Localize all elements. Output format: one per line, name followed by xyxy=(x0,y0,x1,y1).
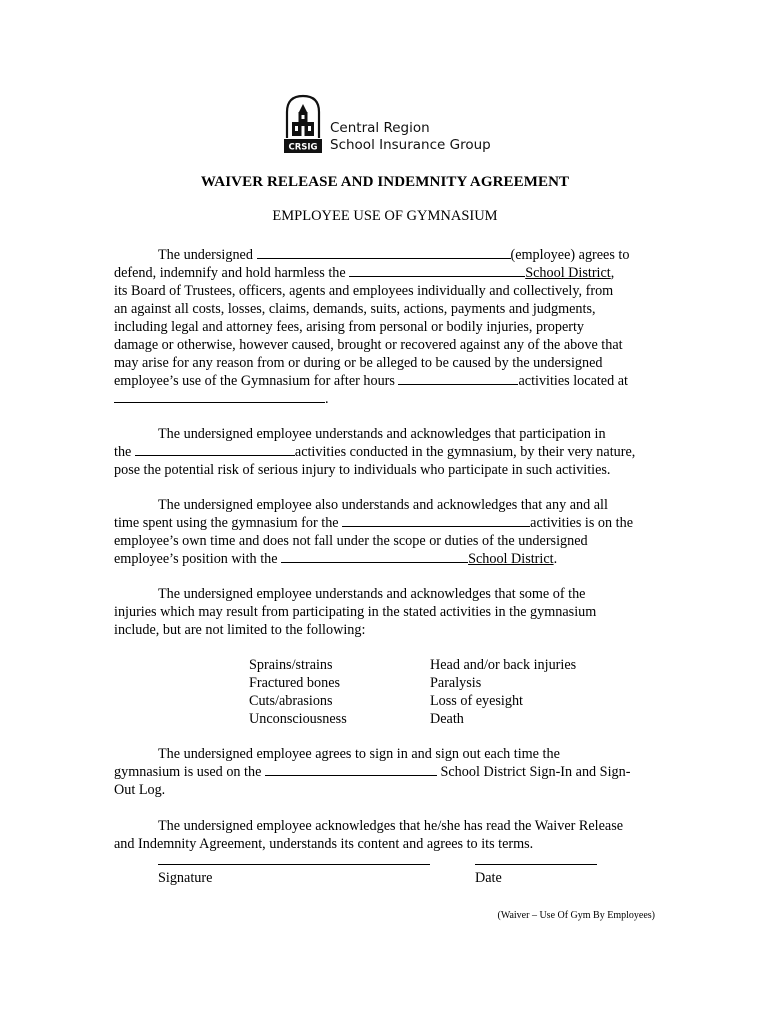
position-district-field[interactable] xyxy=(281,550,468,563)
p1-line-4: an against all costs, losses, claims, demands, suits, actions, payments and judgments, xyxy=(114,301,596,317)
activity-type-field[interactable] xyxy=(398,372,518,385)
location-field[interactable] xyxy=(114,390,325,403)
document-subtitle: EMPLOYEE USE OF GYMNASIUM xyxy=(272,208,498,224)
p1-line-3: its Board of Trustees, officers, agents and employees individually and collectively, from xyxy=(114,283,614,299)
employee-name-field[interactable] xyxy=(257,246,511,259)
p2-line-3: pose the potential risk of serious injury to individuals who participate in such activities. xyxy=(114,462,611,478)
gym-activities-field[interactable] xyxy=(342,514,530,527)
logo-badge-text: CRSIG xyxy=(288,142,318,153)
logo-wordmark xyxy=(330,120,491,154)
injury-item: Fractured bones xyxy=(249,675,341,691)
p3-line-4: employee’s position with the School District. xyxy=(114,551,558,567)
p1-line-1: The undersigned (employee) agrees to xyxy=(158,247,630,263)
date-label: Date xyxy=(475,870,502,886)
activities-field[interactable] xyxy=(135,443,295,456)
p3-line-1: The undersigned employee also understands and acknowledges that any and all xyxy=(158,497,608,513)
p4-line-2: injuries which may result from participating in the stated activities in the gymnasium xyxy=(114,604,597,620)
p1-line-7: may arise for any reason from or during or be alleged to be caused by the undersigned xyxy=(114,355,603,371)
signature-label: Signature xyxy=(158,870,213,886)
p5-line-2: gymnasium is used on the School District Sign-In and Sign- xyxy=(114,764,631,780)
school-district-field[interactable] xyxy=(349,264,525,277)
p6-line-2: and Indemnity Agreement, understands its content and agrees to its terms. xyxy=(114,836,534,852)
p2-line-1: The undersigned employee understands and acknowledges that participation in xyxy=(158,426,606,442)
logo-line-1: Central Region xyxy=(330,120,430,136)
p4-line-3: include, but are not limited to the following: xyxy=(114,622,366,638)
p6-line-1: The undersigned employee acknowledges that he/she has read the Waiver Release xyxy=(158,818,624,834)
p5-line-1: The undersigned employee agrees to sign in and sign out each time the xyxy=(158,746,560,762)
schoolhouse-logo-icon xyxy=(284,94,322,154)
signature-line[interactable] xyxy=(158,864,430,865)
crsig-logo xyxy=(284,94,514,156)
injury-item: Paralysis xyxy=(430,675,482,691)
p3-line-3: employee’s own time and does not fall under the scope or duties of the undersigned xyxy=(114,533,588,549)
logo-line-2: School Insurance Group xyxy=(330,137,491,153)
injury-item: Cuts/abrasions xyxy=(249,693,333,709)
injury-item: Sprains/strains xyxy=(249,657,333,673)
injury-item: Unconsciousness xyxy=(249,711,347,727)
p2-line-2: the activities conducted in the gymnasium, by their very nature, xyxy=(114,444,636,460)
injury-item: Loss of eyesight xyxy=(430,693,523,709)
p1-line-8: employee’s use of the Gymnasium for after hours activities located at xyxy=(114,373,628,389)
p1-line-5: including legal and attorney fees, arising from personal or bodily injuries, property xyxy=(114,319,585,335)
injury-item: Death xyxy=(430,711,464,727)
signin-district-field[interactable] xyxy=(265,763,437,776)
document-footer: (Waiver – Use Of Gym By Employees) xyxy=(497,910,655,921)
date-line[interactable] xyxy=(475,864,597,865)
p1-line-9: . xyxy=(114,390,329,408)
document-title: WAIVER RELEASE AND INDEMNITY AGREEMENT xyxy=(200,174,570,190)
p4-line-1: The undersigned employee understands and acknowledges that some of the xyxy=(158,586,586,602)
p1-line-2: defend, indemnify and hold harmless the School District, xyxy=(114,265,615,281)
p3-line-2: time spent using the gymnasium for the activities is on the xyxy=(114,515,633,531)
p1-line-6: damage or otherwise, however caused, brought or recovered against any of the above that xyxy=(114,337,623,353)
injury-item: Head and/or back injuries xyxy=(430,657,577,673)
p5-line-3: Out Log. xyxy=(114,782,166,798)
